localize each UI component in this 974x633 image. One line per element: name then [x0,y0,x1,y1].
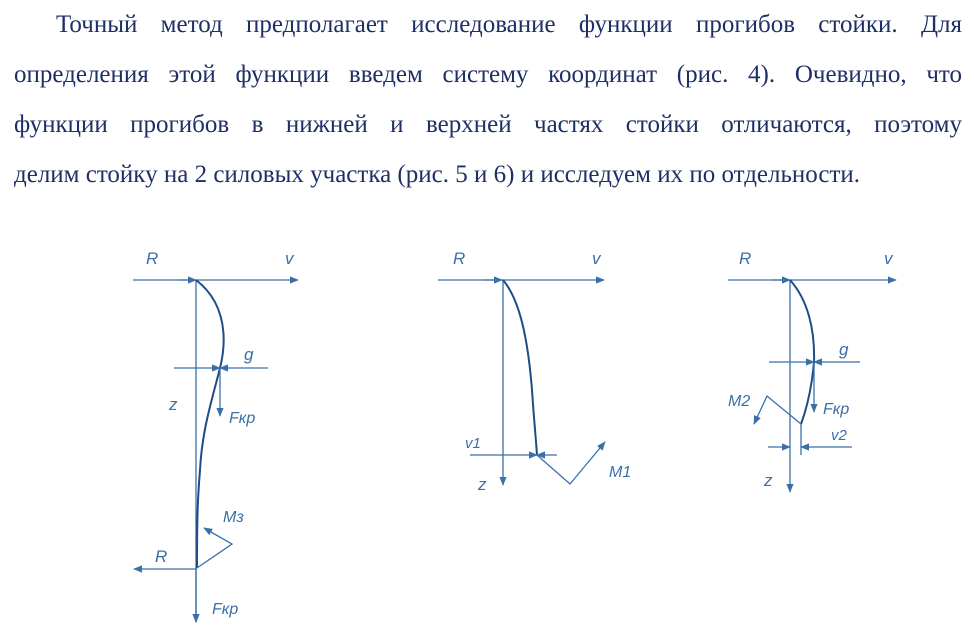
label-m3: Mз [223,509,244,526]
label-v: v [884,249,893,268]
m3-moment-arrow [197,528,232,568]
m1-moment-arrow [537,442,605,484]
label-m1: M1 [609,464,632,481]
label-r: R [453,249,466,268]
label-z: z [169,395,178,414]
deflection-curve [503,280,537,455]
paragraph-line-4: делим стойку на 2 силовых участка (рис. 5 и 6) и исследуем их по отдельности. [14,161,861,188]
label-fkp-mid: Fкр [229,410,256,427]
label-v: v [592,249,601,268]
label-r-bottom: R [155,547,168,566]
deflection-curve [790,280,814,424]
label-v2: v2 [831,427,847,444]
label-r-top: R [146,249,159,268]
label-g: g [244,345,254,364]
figure-4 [133,249,298,622]
label-z: z [478,475,487,494]
figure-5 [438,249,631,494]
label-v1: v1 [465,435,481,452]
m2-moment-arrow [754,396,801,424]
deflection-curve [196,280,224,568]
label-m2: M2 [728,393,751,410]
label-r: R [739,249,752,268]
label-fkp-bottom: Fкр [212,601,239,618]
label-g: g [839,340,849,359]
paragraph-line-3: функции прогибов в нижней и верхней частях стойки отличаются, поэтому [14,111,962,138]
label-z: z [764,471,773,490]
paragraph-line-2: определения этой функции введем систему координат (рис. 4). Очевидно, что [14,61,962,88]
figure-6 [728,249,896,492]
label-v: v [285,249,294,268]
paragraph-line-1: Точный метод предполагает исследование функции прогибов стойки. Для [56,11,962,38]
label-fkp: Fкр [823,401,850,418]
